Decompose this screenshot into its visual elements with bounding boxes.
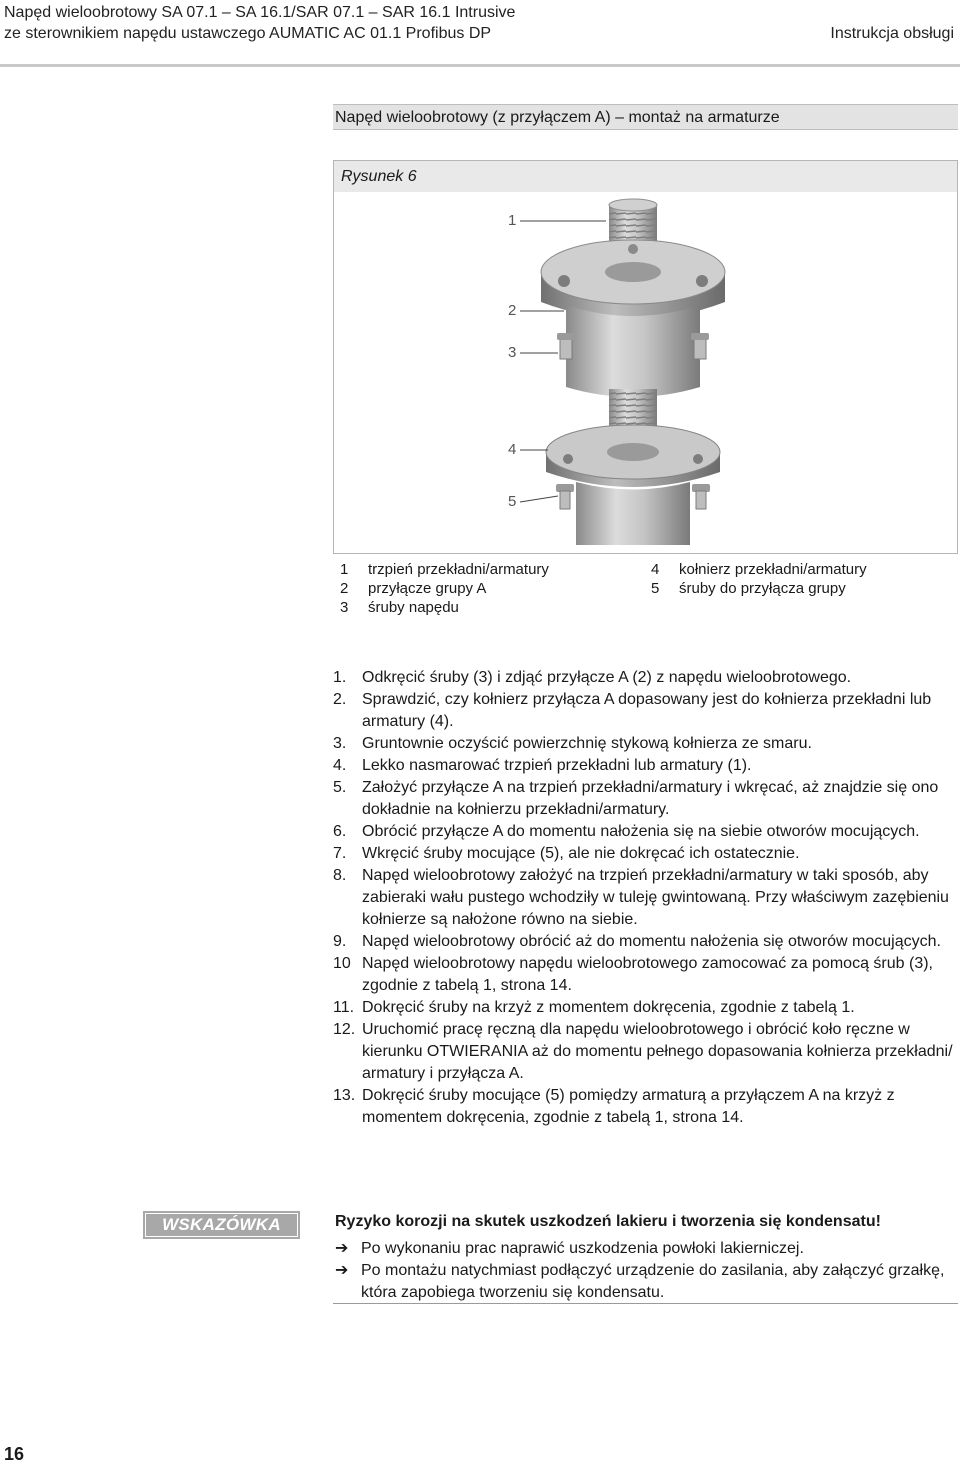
legend-item: 3 śruby napędu — [340, 599, 459, 616]
header-doc-type: Instrukcja obsługi — [830, 25, 954, 42]
header-line-2: ze sterownikiem napędu ustawczego AUMATIC AC 01.1 Profibus DP — [4, 25, 492, 42]
step-item: 7. Wkręcić śruby mocujące (5), ale nie dokręcać ich ostatecznie. — [333, 845, 800, 862]
arrow-right-icon: ➔ — [335, 1262, 349, 1279]
document-header — [4, 2, 515, 44]
step-item: 11. Dokręcić śruby na krzyż z momentem dokręcenia, zgodnie z tabelą 1. — [333, 999, 855, 1016]
legend-item: 2 przyłącze grupy A — [340, 580, 487, 597]
step-item: 10 Napęd wieloobrotowy napędu wieloobrotowego zamocować za pomocą śrub (3), zgodnie z tabelą 1, strona 14. — [333, 955, 933, 994]
step-item: 4. Lekko nasmarować trzpień przekładni lub armatury (1). — [333, 757, 752, 774]
step-item: 6. Obrócić przyłącze A do momentu nałożenia się na siebie otworów mocujących. — [333, 823, 920, 840]
note-divider — [333, 1303, 958, 1304]
note-title: Ryzyko korozji na skutek uszkodzeń lakieru i tworzenia się kondensatu! — [335, 1213, 881, 1230]
note-badge — [143, 1211, 300, 1239]
upper-coupling — [541, 240, 725, 397]
coupling-illustration — [506, 197, 766, 551]
note-item: ➔ Po montażu natychmiast podłączyć urządzenie do zasilania, aby załączyć grzałkę, która zapobiega tworzeniu się kondensatu. — [335, 1260, 957, 1304]
section-title: Napęd wieloobrotowy (z przyłączem A) – montaż na armaturze — [333, 104, 958, 130]
step-item: 2. Sprawdzić, czy kołnierz przyłącza A dopasowany jest do kołnierza przekładni lub armatury (4). — [333, 691, 932, 730]
header-line-1: Napęd wieloobrotowy SA 07.1 – SA 16.1/SAR 07.1 – SAR 16.1 Intrusive — [4, 4, 516, 21]
step-item: 5. Założyć przyłącze A na trzpień przekładni/armatury i wkręcać, aż znajdzie się ono dokładnie na kołnierzu przekładni/armatury. — [333, 779, 939, 818]
page-number: 16 — [4, 1444, 25, 1464]
note-item: ➔ Po wykonaniu prac naprawić uszkodzenia powłoki lakierniczej. — [335, 1238, 957, 1260]
step-item: 12. Uruchomić pracę ręczną dla napędu wieloobrotowego i obrócić koło ręczne w kierunku OTWIERANIA aż do momentu pełnego dopasowania kołnierza przekładni/ armatury i przyłącza A. — [333, 1021, 953, 1082]
figure-frame — [333, 160, 958, 554]
legend-item: 5 śruby do przyłącza grupy — [651, 580, 846, 597]
step-item: 8. Napęd wieloobrotowy założyć na trzpień przekładni/armatury w taki sposób, aby zabieraki wału pustego wchodziły w tuleję gwintowaną. Przy właściwym zazębieniu kołnierze są nałożone równo na siebie. — [333, 867, 949, 928]
arrow-right-icon: ➔ — [335, 1240, 349, 1257]
header-divider — [0, 64, 960, 67]
legend-item: 4 kołnierz przekładni/armatury — [651, 561, 867, 578]
callout-5: 5 — [508, 493, 517, 510]
legend-left — [340, 560, 549, 617]
step-item: 9. Napęd wieloobrotowy obrócić aż do momentu nałożenia się otworów mocujących. — [333, 933, 941, 950]
callout-3: 3 — [508, 344, 517, 361]
note-badge-label: WSKAZÓWKA — [162, 1215, 281, 1234]
figure-caption: Rysunek 6 — [334, 161, 957, 192]
callout-1: 1 — [508, 212, 517, 229]
step-item: 13. Dokręcić śruby mocujące (5) pomiędzy armaturą a przyłączem A na krzyż z momentem dokręcenia, zgodnie z tabelą 1, strona 14. — [333, 1087, 895, 1126]
callout-4: 4 — [508, 441, 517, 458]
legend-right — [651, 560, 867, 598]
step-item: 1. Odkręcić śruby (3) i zdjąć przyłącze A (2) z napędu wieloobrotowego. — [333, 669, 852, 686]
callout-2: 2 — [508, 302, 517, 319]
step-item: 3. Gruntownie oczyścić powierzchnię stykową kołnierza ze smaru. — [333, 735, 812, 752]
procedure-steps — [333, 667, 958, 1129]
legend-item: 1 trzpień przekładni/armatury — [340, 561, 549, 578]
